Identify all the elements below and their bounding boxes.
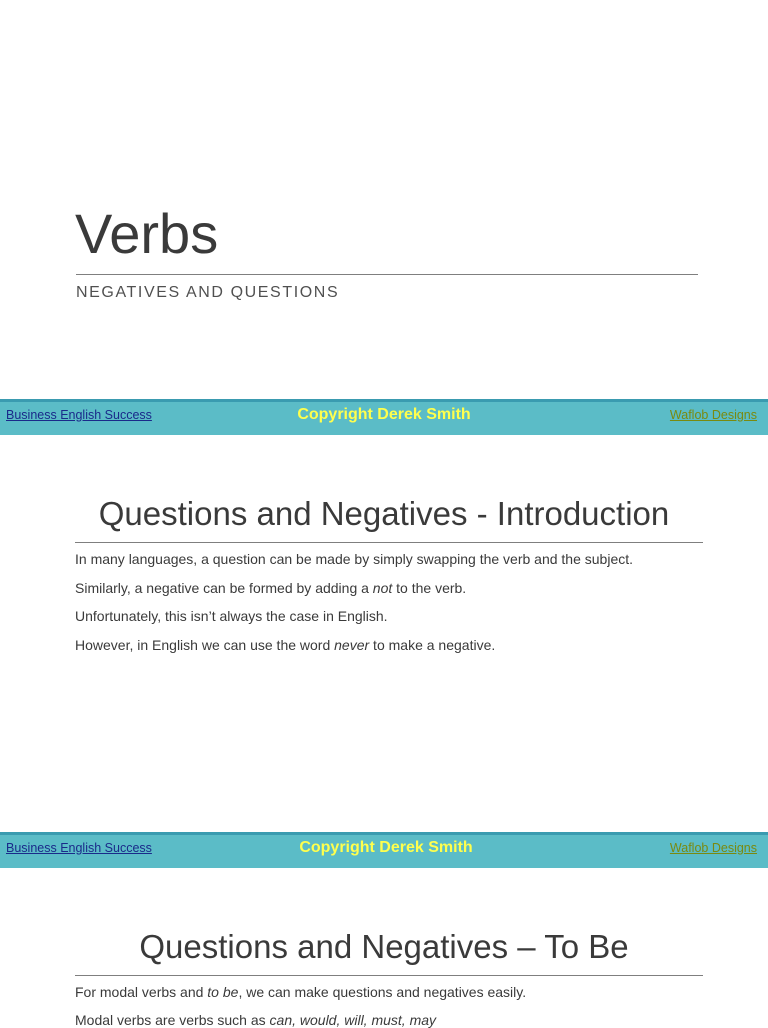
slide-footer xyxy=(0,399,768,435)
title-divider xyxy=(76,274,698,275)
slide-title: Verbs xyxy=(75,202,219,265)
copyright-text: Copyright Derek Smith xyxy=(297,406,471,423)
text-run: to make a negative. xyxy=(369,637,496,653)
section-title-to-be: Questions and Negatives – To Be xyxy=(139,928,629,965)
text-run: Similarly, a negative can be formed by adding a xyxy=(75,580,373,596)
copyright-text: Copyright Derek Smith xyxy=(299,839,473,856)
paragraph-line: Unfortunately, this isn’t always the case in English. xyxy=(75,608,388,624)
paragraph-line xyxy=(75,984,526,1000)
text-run: to the verb. xyxy=(392,580,467,596)
text-run: Modal verbs are verbs such as xyxy=(75,1012,270,1028)
slide-subtitle: NEGATIVES AND QUESTIONS xyxy=(76,284,340,301)
section-title-introduction: Questions and Negatives - Introduction xyxy=(98,495,670,532)
text-run: For modal verbs and xyxy=(75,984,208,1000)
section-divider xyxy=(75,975,703,976)
paragraph-line xyxy=(75,580,466,596)
section-divider xyxy=(75,542,703,543)
title-slide xyxy=(0,0,768,400)
waflob-designs-link[interactable]: Waflob Designs xyxy=(669,841,757,855)
text-run: , we can make questions and negatives easily. xyxy=(238,984,527,1000)
text-run: However, in English we can use the word xyxy=(75,637,335,653)
business-english-success-link[interactable]: Business English Success xyxy=(6,841,152,855)
emphasis-never: never xyxy=(334,637,370,653)
waflob-designs-link[interactable]: Waflob Designs xyxy=(669,408,757,422)
emphasis-to-be: to be xyxy=(207,984,239,1000)
emphasis-modal-verbs: can, would, will, must, may xyxy=(269,1012,437,1028)
paragraph-line: In many languages, a question can be made by simply swapping the verb and the subject. xyxy=(75,551,634,567)
slide-footer xyxy=(0,832,768,868)
paragraph-line xyxy=(75,1012,436,1028)
paragraph-line xyxy=(75,637,495,653)
emphasis-not: not xyxy=(372,580,393,596)
business-english-success-link[interactable]: Business English Success xyxy=(6,408,152,422)
